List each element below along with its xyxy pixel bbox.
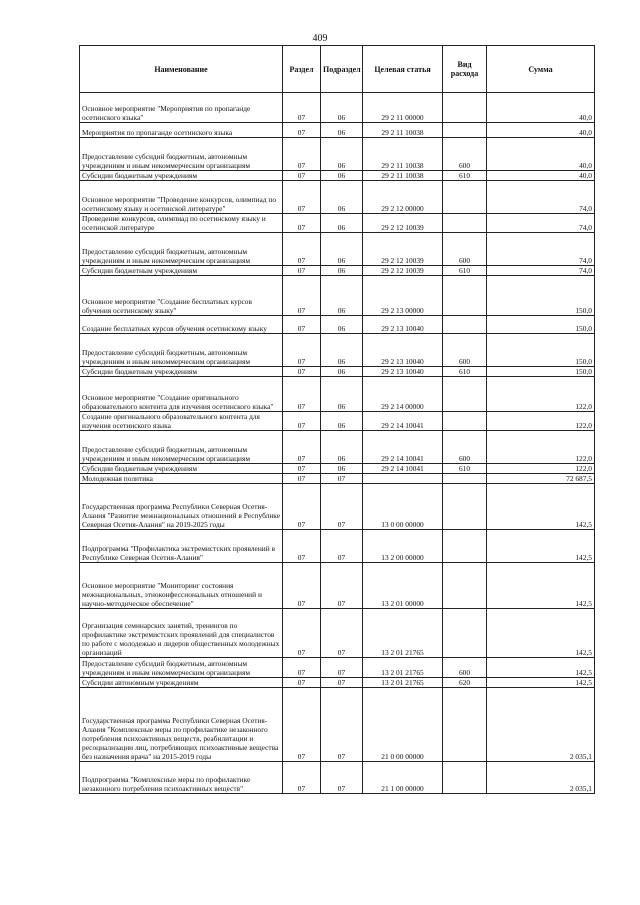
row-razdel: 07 (283, 233, 321, 266)
row-vid (443, 276, 487, 316)
row-name: Субсидии бюджетным учреждениям (80, 266, 283, 276)
row-podrazdel: 07 (321, 530, 363, 563)
table-row (80, 171, 595, 181)
row-statya: 13 2 01 21765 (363, 678, 443, 688)
table-row (80, 484, 595, 530)
col-header-podrazdel: Подраздел (321, 46, 363, 93)
row-razdel: 07 (283, 266, 321, 276)
table-row (80, 563, 595, 609)
row-summa: 74,0 (487, 233, 595, 266)
row-vid: 600 (443, 138, 487, 171)
row-razdel: 07 (283, 181, 321, 214)
row-razdel: 07 (283, 609, 321, 658)
row-vid (443, 412, 487, 431)
row-statya: 13 0 00 00000 (363, 484, 443, 530)
row-summa: 142,5 (487, 530, 595, 563)
col-header-statya: Целевая статья (363, 46, 443, 93)
row-statya: 29 2 13 00000 (363, 276, 443, 316)
row-statya: 13 2 01 21765 (363, 609, 443, 658)
row-statya: 13 2 00 00000 (363, 530, 443, 563)
row-name: Основное мероприятие "Проведение конкурсов, олимпиад по осетинскому языку и осетинской литературе" (80, 181, 283, 214)
table-row (80, 762, 595, 794)
table-header-row (80, 46, 595, 93)
table-row (80, 214, 595, 233)
row-summa: 142,5 (487, 484, 595, 530)
table-row (80, 678, 595, 688)
table-row (80, 412, 595, 431)
row-statya: 29 2 12 10039 (363, 214, 443, 233)
row-name: Предоставление субсидий бюджетным, автономным учреждениям и иным некоммерческим организациям (80, 233, 283, 266)
row-statya: 29 2 13 10040 (363, 334, 443, 367)
row-vid (443, 530, 487, 563)
row-razdel: 07 (283, 431, 321, 464)
page-number: 409 (312, 33, 328, 44)
row-razdel: 07 (283, 334, 321, 367)
row-summa: 122,0 (487, 464, 595, 474)
row-statya: 29 2 14 00000 (363, 377, 443, 412)
row-podrazdel: 06 (321, 431, 363, 464)
row-statya: 13 2 01 00000 (363, 563, 443, 609)
row-vid: 610 (443, 464, 487, 474)
table-row (80, 123, 595, 138)
row-podrazdel: 06 (321, 266, 363, 276)
row-vid: 600 (443, 334, 487, 367)
row-name: Основное мероприятие "Создание бесплатных курсов обучения осетинскому языку" (80, 276, 283, 316)
row-podrazdel: 06 (321, 367, 363, 377)
table-row (80, 464, 595, 474)
row-summa: 150,0 (487, 276, 595, 316)
row-vid (443, 181, 487, 214)
row-vid (443, 484, 487, 530)
table-row (80, 367, 595, 377)
row-podrazdel: 06 (321, 233, 363, 266)
row-summa: 74,0 (487, 214, 595, 233)
row-podrazdel: 07 (321, 563, 363, 609)
row-statya: 29 2 12 00000 (363, 181, 443, 214)
row-vid (443, 316, 487, 334)
row-summa: 142,5 (487, 658, 595, 678)
row-summa: 2 035,1 (487, 762, 595, 794)
row-summa: 74,0 (487, 181, 595, 214)
row-podrazdel: 06 (321, 93, 363, 123)
row-podrazdel: 06 (321, 181, 363, 214)
row-razdel: 07 (283, 123, 321, 138)
row-name: Предоставление субсидий бюджетным, автономным учреждениям и иным некоммерческим организациям (80, 138, 283, 171)
row-vid: 600 (443, 658, 487, 678)
row-razdel: 07 (283, 214, 321, 233)
row-name: Основное мероприятие "Создание оригинального образовательного контента для изучения осетинского языка" (80, 377, 283, 412)
row-name: Подпрограмма "Комплексные меры по профилактике незаконного потребления психоактивных веществ" (80, 762, 283, 794)
row-podrazdel: 06 (321, 138, 363, 171)
row-statya: 29 2 11 10038 (363, 123, 443, 138)
row-name: Основное мероприятие "Мониторинг состояния межнациональных, этноконфессиональных отношений и научно-методическое обеспечение" (80, 563, 283, 609)
row-podrazdel: 06 (321, 276, 363, 316)
row-razdel: 07 (283, 93, 321, 123)
col-header-vid: Вид расхода (443, 46, 487, 93)
row-vid (443, 93, 487, 123)
table-row (80, 316, 595, 334)
row-statya: 29 2 13 10040 (363, 367, 443, 377)
row-vid: 600 (443, 233, 487, 266)
row-podrazdel: 06 (321, 412, 363, 431)
row-summa: 142,5 (487, 678, 595, 688)
row-podrazdel: 07 (321, 688, 363, 762)
row-podrazdel: 07 (321, 609, 363, 658)
table-body (80, 93, 595, 794)
row-razdel: 07 (283, 530, 321, 563)
table-row (80, 474, 595, 484)
table-row (80, 266, 595, 276)
row-summa: 122,0 (487, 412, 595, 431)
row-razdel: 07 (283, 484, 321, 530)
row-vid: 610 (443, 367, 487, 377)
table-row (80, 688, 595, 762)
row-vid (443, 214, 487, 233)
row-podrazdel: 06 (321, 214, 363, 233)
row-vid (443, 123, 487, 138)
row-name: Проведение конкурсов, олимпиад по осетинскому языку и осетинской литературе (80, 214, 283, 233)
row-vid: 610 (443, 266, 487, 276)
row-vid (443, 688, 487, 762)
row-vid (443, 377, 487, 412)
col-header-summa: Сумма (487, 46, 595, 93)
table-row (80, 181, 595, 214)
row-statya: 29 2 11 10038 (363, 171, 443, 181)
row-vid: 620 (443, 678, 487, 688)
row-name: Субсидии автономным учреждениям (80, 678, 283, 688)
row-razdel: 07 (283, 377, 321, 412)
row-statya: 29 2 14 10041 (363, 464, 443, 474)
row-statya: 29 2 13 10040 (363, 316, 443, 334)
row-razdel: 07 (283, 171, 321, 181)
table-row (80, 276, 595, 316)
row-name: Создание оригинального образовательного контента для изучения осетинского языка (80, 412, 283, 431)
row-statya: 29 2 11 10038 (363, 138, 443, 171)
row-summa: 150,0 (487, 334, 595, 367)
row-podrazdel: 07 (321, 474, 363, 484)
row-name: Мероприятия по пропаганде осетинского языка (80, 123, 283, 138)
row-razdel: 07 (283, 316, 321, 334)
row-podrazdel: 06 (321, 464, 363, 474)
row-summa: 150,0 (487, 367, 595, 377)
row-razdel: 07 (283, 563, 321, 609)
row-razdel: 07 (283, 678, 321, 688)
row-statya: 29 2 12 10039 (363, 233, 443, 266)
row-razdel: 07 (283, 658, 321, 678)
row-razdel: 07 (283, 762, 321, 794)
row-statya: 21 0 00 00000 (363, 688, 443, 762)
row-summa: 142,5 (487, 563, 595, 609)
row-summa: 40,0 (487, 138, 595, 171)
col-header-razdel: Раздел (283, 46, 321, 93)
row-podrazdel: 07 (321, 762, 363, 794)
row-razdel: 07 (283, 367, 321, 377)
row-name: Государственная программа Республики Северная Осетия-Алания "Комплексные меры по профилактике незаконного потребления психоактивных веществ, реабилитации и ресоциализации лиц, потребляющих психоактивные вещества без назначения врача" на 2015-2019 годы (80, 688, 283, 762)
table-row (80, 658, 595, 678)
row-name: Молодежная политика (80, 474, 283, 484)
row-name: Субсидии бюджетным учреждениям (80, 464, 283, 474)
row-name: Предоставление субсидий бюджетным, автономным учреждениям и иным некоммерческим организациям (80, 334, 283, 367)
row-razdel: 07 (283, 412, 321, 431)
row-name: Подпрограмма "Профилактика экстремистских проявлений в Республике Северная Осетия-Алания" (80, 530, 283, 563)
row-summa: 150,0 (487, 316, 595, 334)
table-row (80, 138, 595, 171)
row-razdel: 07 (283, 688, 321, 762)
row-razdel: 07 (283, 276, 321, 316)
row-summa: 2 035,1 (487, 688, 595, 762)
row-statya: 29 2 14 10041 (363, 431, 443, 464)
row-name: Предоставление субсидий бюджетным, автономным учреждениям и иным некоммерческим организациям (80, 658, 283, 678)
row-statya: 13 2 01 21765 (363, 658, 443, 678)
row-summa: 40,0 (487, 171, 595, 181)
table-row (80, 609, 595, 658)
col-header-name: Наименование (80, 46, 283, 93)
row-vid (443, 563, 487, 609)
row-razdel: 07 (283, 474, 321, 484)
row-name: Государственная программа Республики Северная Осетия-Алания "Развитие межнациональных отношений в Республике Северная Осетия-Алания" на 2019-2025 годы (80, 484, 283, 530)
row-razdel: 07 (283, 464, 321, 474)
table-row (80, 431, 595, 464)
row-name: Предоставление субсидий бюджетным, автономным учреждениям и иным некоммерческим организациям (80, 431, 283, 464)
budget-table (79, 45, 595, 794)
row-summa: 122,0 (487, 377, 595, 412)
row-vid (443, 609, 487, 658)
row-summa: 40,0 (487, 123, 595, 138)
row-podrazdel: 07 (321, 484, 363, 530)
table-row (80, 93, 595, 123)
row-vid: 610 (443, 171, 487, 181)
row-statya (363, 474, 443, 484)
table-row (80, 233, 595, 266)
row-podrazdel: 06 (321, 171, 363, 181)
row-name: Субсидии бюджетным учреждениям (80, 171, 283, 181)
row-statya: 29 2 12 10039 (363, 266, 443, 276)
row-name: Создание бесплатных курсов обучения осетинскому языку (80, 316, 283, 334)
row-statya: 21 1 00 00000 (363, 762, 443, 794)
row-name: Субсидии бюджетным учреждениям (80, 367, 283, 377)
row-podrazdel: 06 (321, 123, 363, 138)
row-statya: 29 2 14 10041 (363, 412, 443, 431)
row-podrazdel: 06 (321, 334, 363, 367)
table-row (80, 377, 595, 412)
row-summa: 122,0 (487, 431, 595, 464)
row-vid (443, 474, 487, 484)
row-vid: 600 (443, 431, 487, 464)
table-row (80, 530, 595, 563)
row-razdel: 07 (283, 138, 321, 171)
row-vid (443, 762, 487, 794)
row-summa: 72 687,5 (487, 474, 595, 484)
row-name: Основное мероприятие "Мероприятия по пропаганде осетинского языка" (80, 93, 283, 123)
table-row (80, 334, 595, 367)
row-podrazdel: 07 (321, 678, 363, 688)
row-summa: 40,0 (487, 93, 595, 123)
row-podrazdel: 06 (321, 316, 363, 334)
row-podrazdel: 07 (321, 658, 363, 678)
row-statya: 29 2 11 00000 (363, 93, 443, 123)
row-name: Организация семинарских занятий, тренингов по профилактике экстремистских проявлений для специалистов по работе с молодежью и лидеров общественных молодежных организаций (80, 609, 283, 658)
row-podrazdel: 06 (321, 377, 363, 412)
row-summa: 74,0 (487, 266, 595, 276)
row-summa: 142,5 (487, 609, 595, 658)
